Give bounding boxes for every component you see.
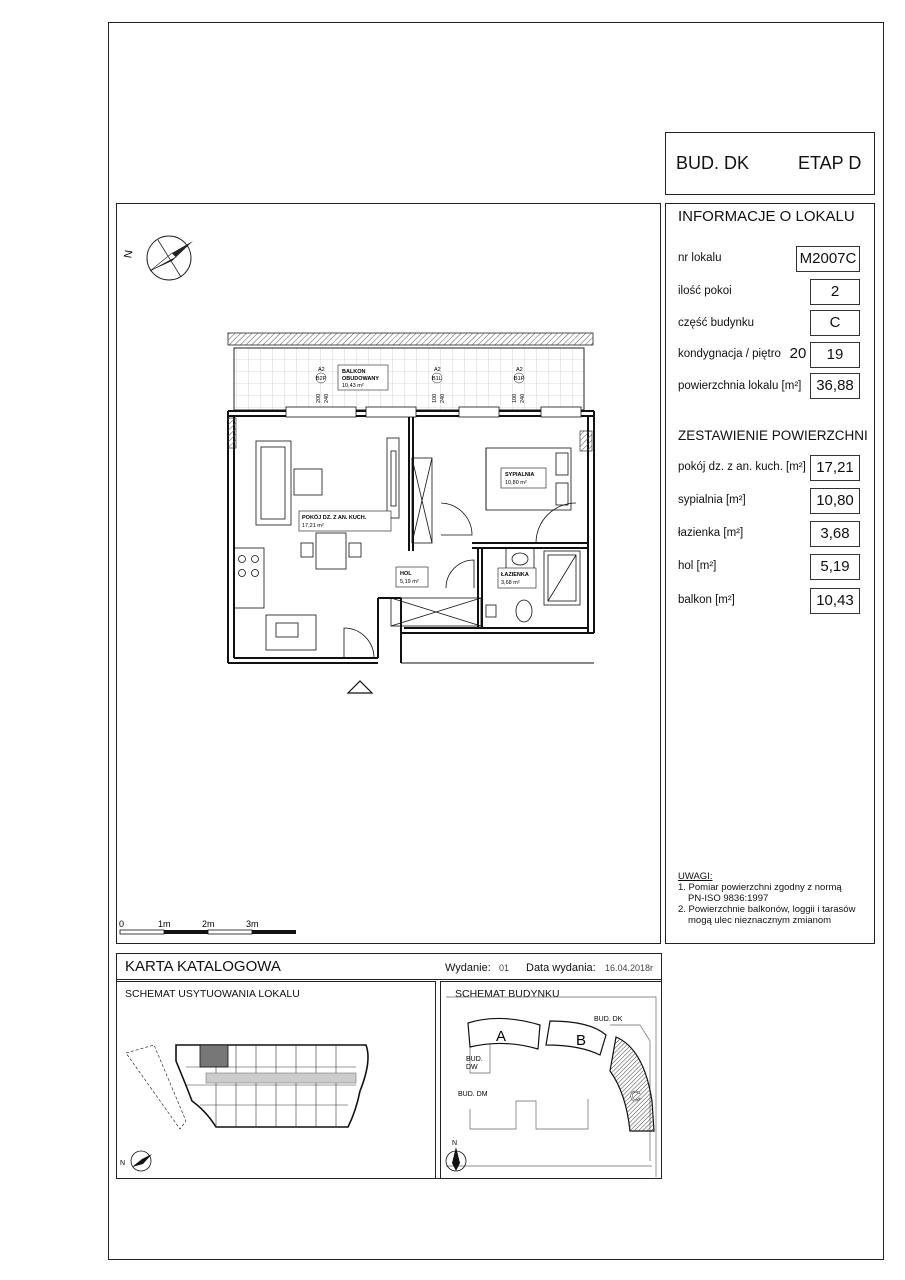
window-dim-4: 240: [440, 393, 446, 403]
balcony-name-1: BALKON: [342, 369, 366, 375]
info-panel: [665, 203, 875, 944]
building-c-label: C: [630, 1088, 641, 1105]
area-label-bedroom: sypialnia [m²]: [678, 494, 746, 506]
location-north-icon: [120, 1151, 152, 1171]
hall-area: 5,19 m²: [400, 579, 419, 585]
column-left: [228, 418, 236, 448]
area-value-bedroom: 10,80: [810, 488, 860, 514]
building-b-label: B: [576, 1032, 587, 1049]
walls: [228, 411, 594, 663]
window-dim-3: 100: [432, 393, 438, 403]
floor-plan: [116, 203, 661, 944]
building-plan: [440, 981, 662, 1179]
date-value: 16.04.2018r: [605, 963, 654, 973]
area-label-balcony: balkon [m²]: [678, 594, 735, 606]
living-area: 17,21 m²: [302, 523, 324, 529]
bathroom-area: 3,68 m²: [501, 580, 520, 586]
building-code: BUD. DK: [676, 153, 750, 173]
info-label-floor: kondygnacja / piętro: [678, 348, 781, 360]
area-value-hall: 5,19: [810, 554, 860, 580]
bedroom-name: SYPIALNIA: [505, 472, 535, 478]
info-value-area: 36,88: [810, 373, 860, 399]
bud-dw-label-1: BUD.: [466, 1056, 483, 1063]
balcony-name-2: OBUDOWANY: [342, 376, 379, 382]
bedroom-area: 10,80 m²: [505, 480, 527, 486]
area-value-bathroom: 3,68: [810, 521, 860, 547]
edition-label: Wydanie:: [445, 962, 491, 974]
scale-2m: 2m: [202, 919, 215, 929]
notes: [678, 871, 855, 926]
scale-1m: 1m: [158, 919, 171, 929]
building-c: [610, 1037, 654, 1131]
area-label-living: pokój dz. z an. kuch. [m²]: [678, 461, 806, 473]
location-title: SCHEMAT USYTUOWANIA LOKALU: [125, 988, 300, 1000]
window-dim-6: 240: [520, 393, 526, 403]
balcony-grid: [234, 348, 584, 410]
window-dim-2: 240: [324, 393, 330, 403]
notes-line-3: 2. Powierzchnie balkonów, loggii i tarasów: [678, 904, 856, 915]
edition-value: 01: [499, 963, 510, 973]
hall-furniture: [391, 458, 481, 626]
info-label-rooms: ilość pokoi: [678, 285, 732, 297]
info-label-part: część budynku: [678, 317, 755, 329]
info-title: INFORMACJE O LOKALU: [678, 208, 855, 225]
building-schema-title: SCHEMAT BUDYNKU: [455, 988, 560, 1000]
location-plan: [116, 981, 436, 1179]
window-tag-5: A2: [516, 367, 523, 373]
info-value-part: C: [810, 310, 860, 336]
window-tag-1: A2: [318, 367, 325, 373]
unit-highlight: [200, 1045, 228, 1067]
scale-0: 0: [119, 919, 125, 929]
bud-dm-label: BUD. DM: [458, 1091, 488, 1098]
info-value-floor: 19: [810, 342, 860, 368]
bud-dw-label-2: DW: [466, 1064, 478, 1071]
notes-line-4: mogą ulec nieznacznym zmianom: [688, 915, 832, 926]
scale-3m: 3m: [246, 919, 259, 929]
info-value-rooms: 2: [810, 279, 860, 305]
scale-bar: [119, 919, 296, 934]
header-box: [665, 132, 875, 195]
window-dim-5: 100: [512, 393, 518, 403]
bedroom-furniture: [486, 448, 576, 543]
info-value-storey: 20: [789, 345, 807, 362]
notes-title: UWAGI:: [678, 871, 713, 882]
footer-divider: [116, 979, 662, 980]
area-value-balcony: 10,43: [810, 588, 860, 614]
window-tag-3: A2: [434, 367, 441, 373]
bud-dk-label: BUD. DK: [594, 1016, 623, 1023]
notes-line-1: 1. Pomiar powierzchni zgodny z normą: [678, 882, 842, 893]
area-label-bathroom: łazienka [m²]: [678, 527, 744, 539]
balcony-area: 10,43 m²: [342, 383, 364, 389]
window-tag-2: B2P: [316, 376, 327, 382]
date-label: Data wydania:: [526, 962, 596, 974]
area-label-hall: hol [m²]: [678, 560, 717, 572]
building-north-label: N: [452, 1140, 458, 1147]
entrance-triangle-icon: [348, 681, 372, 693]
window-dim-1: 200: [316, 393, 322, 403]
bathroom-name: ŁAZIENKA: [501, 572, 529, 578]
living-furniture: [234, 438, 399, 658]
area-value-living: 17,21: [810, 455, 860, 481]
column-right: [580, 431, 592, 451]
north-label: N: [122, 249, 136, 260]
stage-code: ETAP D: [798, 153, 862, 173]
hall-name: HOL: [400, 571, 412, 577]
living-name: POKÓJ DZ. Z AN. KUCH.: [302, 515, 367, 521]
balcony-roof-edge: [228, 333, 593, 345]
areas-title: ZESTAWIENIE POWIERZCHNI: [678, 428, 868, 443]
location-north-label: N: [120, 1160, 126, 1167]
footer-title: KARTA KATALOGOWA: [125, 958, 281, 975]
building-a-label: A: [496, 1028, 507, 1045]
window-tag-4: B1L: [432, 376, 442, 382]
info-value-unit: M2007C: [796, 246, 860, 272]
info-label-unit: nr lokalu: [678, 252, 722, 264]
north-arrow-icon: [122, 236, 193, 280]
window-tag-6: B1P: [514, 376, 525, 382]
info-label-area: powierzchnia lokalu [m²]: [678, 380, 802, 392]
notes-line-2: PN-ISO 9836:1997: [688, 893, 769, 904]
